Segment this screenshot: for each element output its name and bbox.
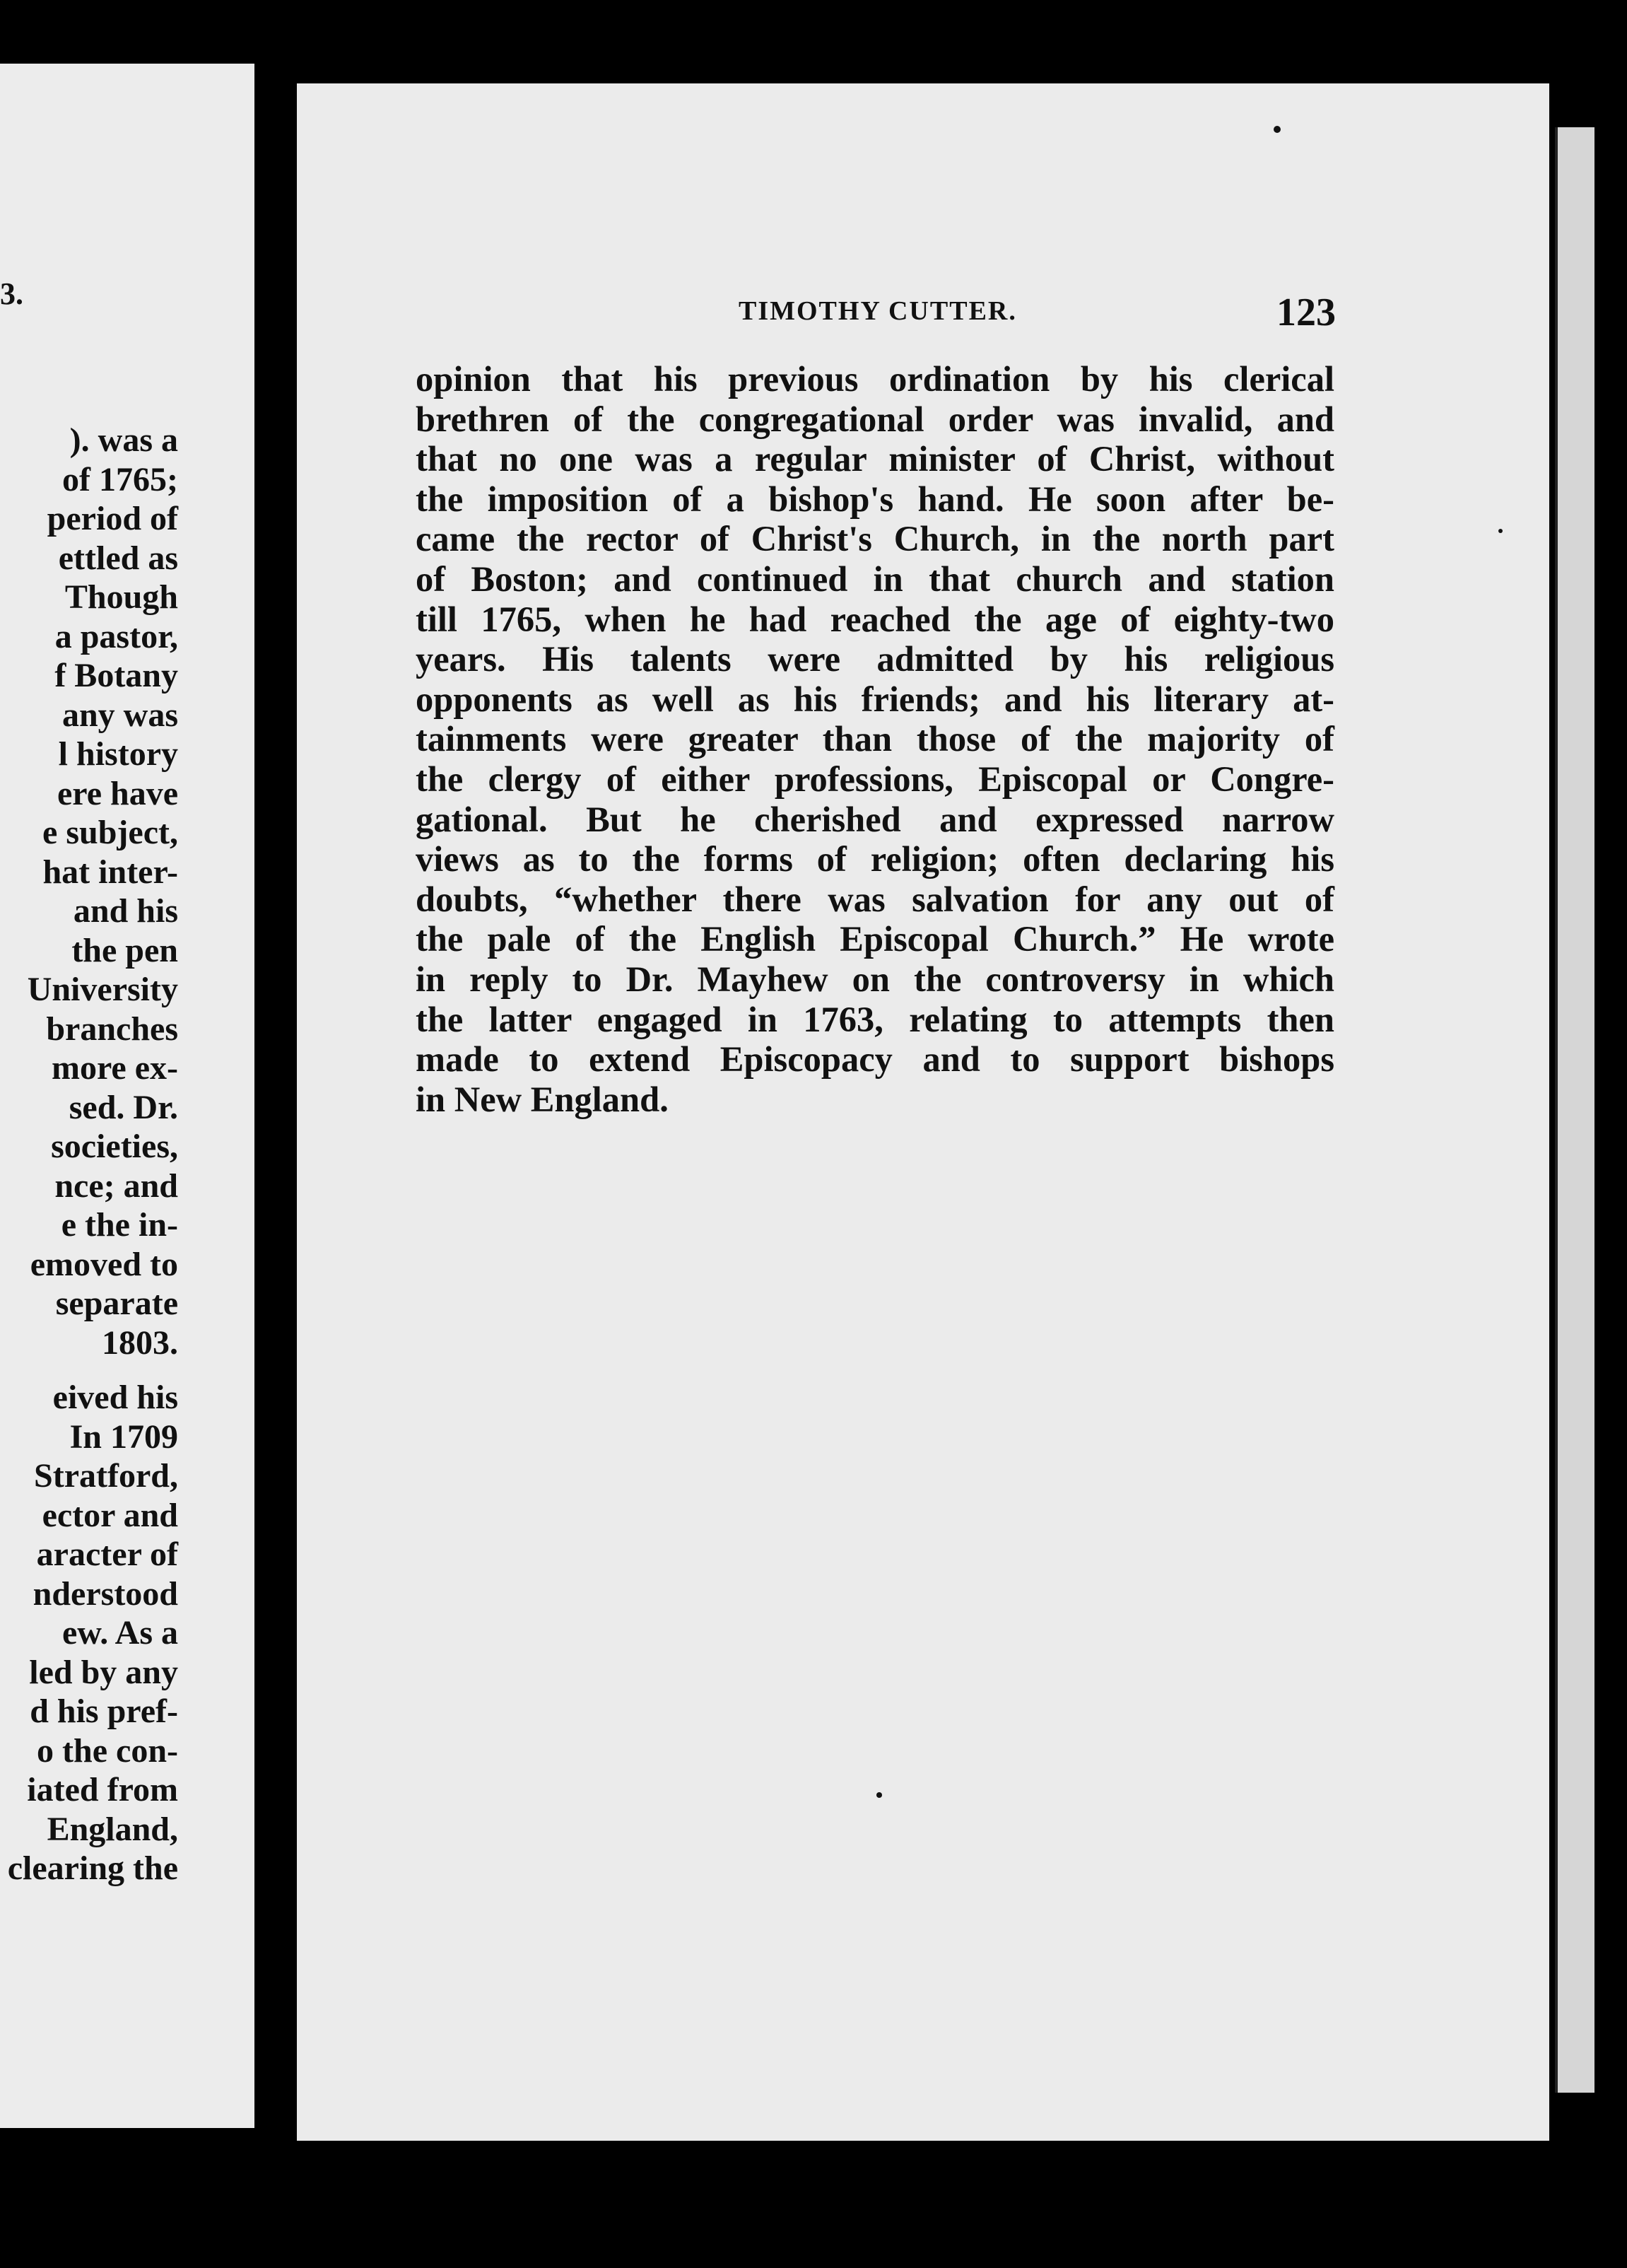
left-page-fragment: [0, 64, 254, 2128]
text-line: views as to the forms of religion; often declaring his: [416, 839, 1334, 879]
left-text-line: ). was a: [69, 421, 178, 459]
left-text-line: societies,: [51, 1128, 178, 1165]
left-text-line: sed. Dr.: [69, 1088, 178, 1126]
left-text-line: [0, 1362, 178, 1378]
left-text-line: period of: [47, 500, 178, 537]
left-text-line: In 1709: [69, 1418, 178, 1456]
left-text-line: o the con-: [37, 1731, 178, 1770]
left-text-line: the pen: [71, 931, 178, 969]
left-text-line: hat inter-: [42, 853, 178, 891]
text-line: the imposition of a bishop's hand. He soon after be-: [416, 479, 1334, 519]
left-text-line: ew. As a: [61, 1614, 178, 1652]
left-text-line: ettled as: [58, 539, 178, 577]
running-title: TIMOTHY CUTTER.: [739, 296, 1017, 326]
left-text-line: of 1765;: [62, 460, 178, 498]
left-running-head-fragment: 3.: [0, 276, 23, 311]
running-head: [297, 291, 1549, 345]
text-line: in New England.: [416, 1079, 669, 1119]
left-text-line: clearing the: [7, 1849, 178, 1887]
left-text-line: led by any: [29, 1653, 178, 1691]
left-text-line: d his pref-: [30, 1693, 178, 1730]
left-text-line: f Botany: [54, 657, 178, 694]
page-number: 123: [1276, 291, 1336, 334]
left-text-line: England,: [47, 1810, 178, 1848]
text-line: the clergy of either professions, Episcopal or Congre-: [416, 759, 1334, 799]
left-text-line: e the in-: [61, 1206, 178, 1244]
text-line: came the rector of Christ's Church, in the north part: [416, 519, 1334, 559]
text-line: the pale of the English Episcopal Church.” He wrote: [416, 919, 1334, 959]
left-text-line: University: [27, 971, 178, 1008]
left-page-text: [0, 421, 178, 1888]
left-text-line: Stratford,: [34, 1457, 178, 1495]
left-text-line: a pastor,: [54, 617, 178, 655]
left-text-line: more ex-: [51, 1049, 178, 1087]
left-text-line: branches: [46, 1010, 178, 1048]
left-text-line: separate: [55, 1285, 178, 1322]
left-text-line: ector and: [42, 1496, 178, 1534]
text-line: opinion that his previous ordination by his clerical: [416, 359, 1334, 399]
text-line: tainments were greater than those of the majority of: [416, 719, 1334, 759]
text-line: made to extend Episcopacy and to support bishops: [416, 1039, 1334, 1080]
ink-speck: [876, 1792, 882, 1798]
left-text-line: Though: [64, 578, 178, 616]
text-line: in reply to Dr. Mayhew on the controversy in which: [416, 959, 1334, 999]
body-text: [416, 359, 1334, 1119]
left-text-line: e subject,: [42, 814, 178, 851]
left-text-line: aracter of: [36, 1536, 178, 1573]
left-text-line: eived his: [52, 1379, 178, 1416]
left-text-line: iated from: [27, 1771, 178, 1808]
text-line: the latter engaged in 1763, relating to attempts then: [416, 999, 1334, 1039]
left-text-line: nderstood: [33, 1574, 178, 1613]
ink-speck: [1498, 529, 1503, 533]
next-page-edge: [1555, 127, 1594, 2093]
ink-speck: [1274, 126, 1281, 133]
text-line: opponents as well as his friends; and his literary at-: [416, 679, 1334, 719]
book-gutter: [254, 0, 297, 2268]
text-line: brethren of the congregational order was invalid, and: [416, 399, 1334, 439]
left-text-line: and his: [73, 892, 178, 930]
right-page: [297, 83, 1549, 2141]
left-text-line: ere have: [57, 774, 178, 812]
text-line: that no one was a regular minister of Christ, without: [416, 439, 1334, 479]
left-text-line: any was: [61, 696, 178, 734]
text-line: of Boston; and continued in that church and station: [416, 559, 1334, 599]
text-line: till 1765, when he had reached the age of eighty-two: [416, 599, 1334, 639]
text-line: years. His talents were admitted by his religious: [416, 639, 1334, 679]
left-text-line: nce; and: [54, 1167, 178, 1205]
left-text-line: emoved to: [30, 1245, 178, 1283]
text-line: doubts, “whether there was salvation for any out of: [416, 879, 1334, 919]
left-text-line: l history: [58, 735, 178, 773]
left-text-line: 1803.: [102, 1323, 178, 1362]
text-line: gational. But he cherished and expressed narrow: [416, 799, 1334, 839]
